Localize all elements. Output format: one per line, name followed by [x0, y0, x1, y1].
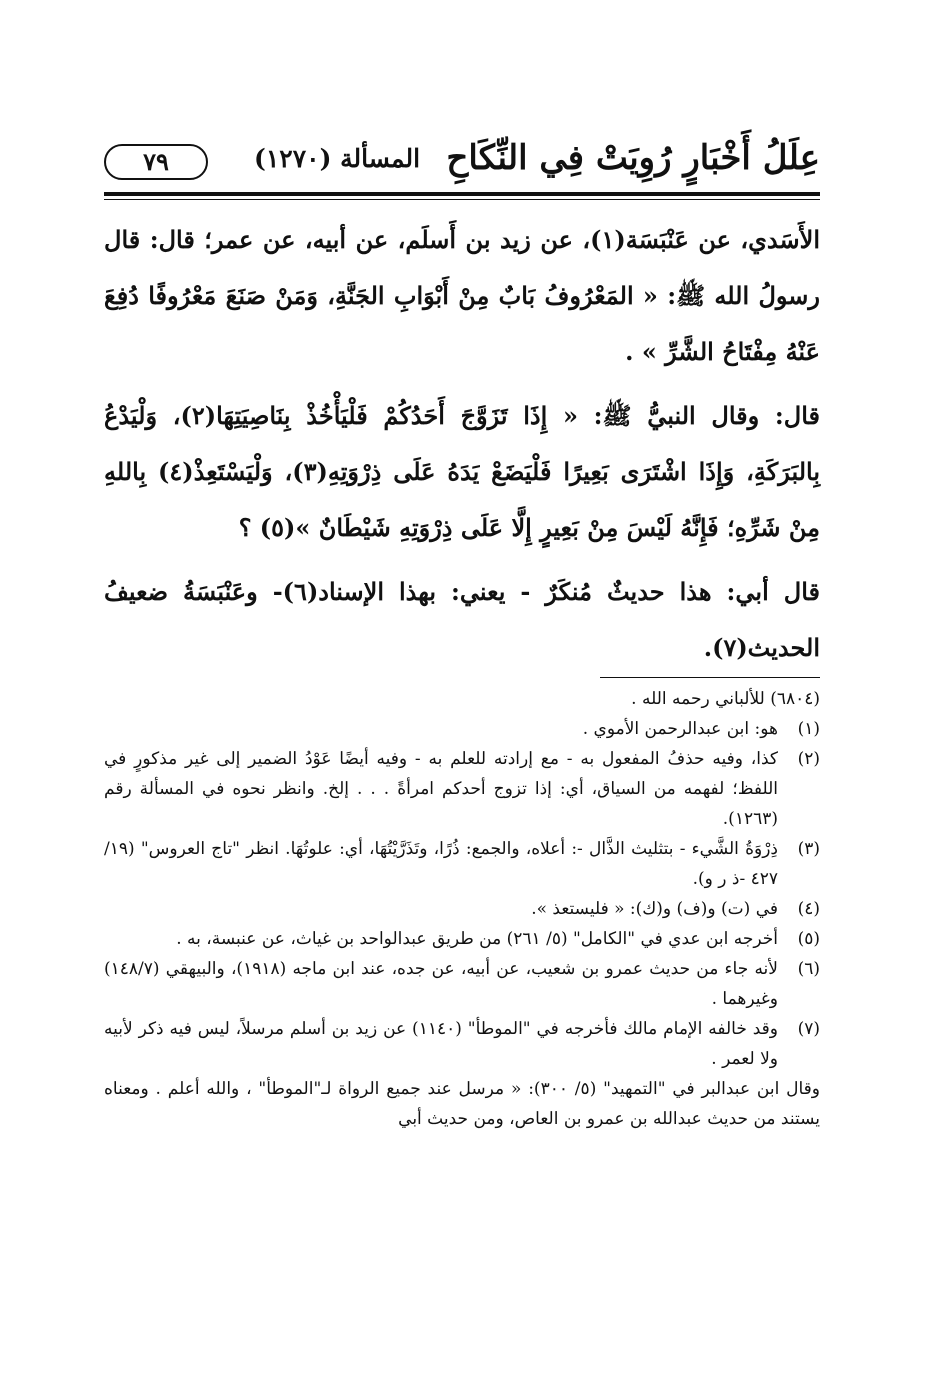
header-rule-thick	[104, 192, 820, 196]
footnote-item	[104, 714, 820, 744]
footnote-item	[104, 1014, 820, 1074]
footnote-number: (٧)	[797, 1019, 820, 1039]
footnote-continuation: وقال ابن عبدالبر في "التمهيد" (٥/ ٣٠٠): « مرسل عند جميع الرواة لـ"الموطأ" ، والله أعلم . ومعناه يستند من حديث عبدالله بن عمرو بن العاص، ومن حديث أبي	[104, 1079, 820, 1129]
footnote-text: في (ت) و(ف) و(ك): « فليستعذ ».	[531, 899, 778, 919]
footnote-number: (٥)	[797, 929, 820, 949]
footnote-number: (١)	[797, 719, 820, 739]
book-title: عِلَلُ أَخْبَارٍ رُوِيَتْ فِي النِّكَاحِ	[446, 138, 820, 178]
footnote-item	[104, 924, 820, 954]
footnote-number: (٢)	[797, 749, 820, 769]
footnote-number: (٣)	[797, 839, 820, 859]
footnotes	[104, 684, 820, 1134]
footnote-text: ذِرْوَةُ الشَّيء - بتثليث الذَّال -: أعلاه، والجمع: ذُرًا، وتَذَرَّيْتُهَا، أي: علوتُهَا. انظر "تاج العروس" (١٩/ ٤٢٧ -ذ ر و).	[104, 839, 778, 889]
footnote-text: كذا، وفيه حذفُ المفعول به - مع إرادته للعلم به - وفيه أيضًا عَوْدُ الضمير إلى غير مذكورٍ في اللفظ؛ لفهمه من السياق، أي: إذا تزوج أحدكم امرأةً . . . إلخ. وانظر نحوه في المسألة رقم (١٢٦٣).	[104, 749, 778, 829]
footnote-item	[104, 834, 820, 894]
footnote-intro: (٦٨٠٤) للألباني رحمه الله .	[631, 689, 820, 709]
footnote-item	[104, 894, 820, 924]
footnote-text: أخرجه ابن عدي في "الكامل" (٥/ ٢٦١) من طريق عبدالواحد بن غياث، عن عنبسة، به .	[176, 929, 778, 949]
footnote-item	[104, 744, 820, 834]
footnote-text: لأنه جاء من حديث عمرو بن شعيب، عن أبيه، عن جده، عند ابن ماجه (١٩١٨)، والبيهقي (١٤٨/٧) وغيرهما .	[104, 959, 778, 1009]
issue-label: المسألة (١٢٧٠)	[254, 144, 421, 173]
footnote-text: هو: ابن عبدالرحمن الأموي .	[582, 719, 778, 739]
paragraph-1: الأَسَدي، عن عَنْبَسَة(١)، عن زيد بن أَسلَم، عن أبيه، عن عمر؛ قال: قال رسولُ الله ﷺ: « المَعْرُوفُ بَابٌ مِنْ أَبْوَابِ الجَنَّةِ، وَمَنْ صَنَعَ مَعْرُوفًا دُفِعَ عَنْهُ مِفْتَاحُ الشَّرِّ » .	[104, 225, 820, 366]
footnote-text: وقد خالفه الإمام مالك فأخرجه في "الموطأ" (١١٤٠) عن زيد بن أسلم مرسلاً، ليس فيه ذكر لأبيه ولا لعمر .	[104, 1019, 778, 1069]
footnote-number: (٦)	[797, 959, 820, 979]
page-number: ٧٩	[104, 144, 208, 180]
running-header	[104, 138, 820, 188]
footnote-number: (٤)	[797, 899, 820, 919]
paragraph-3: قال أبي: هذا حديثٌ مُنكَرٌ - يعني: بهذا الإسناد(٦)- وعَنْبَسَةُ ضعيفُ الحديث(٧).	[104, 577, 820, 662]
header-rule-thin	[104, 199, 820, 200]
paragraph-2: قال: وقال النبيُّ ﷺ: « إِذَا تَزَوَّجَ أَحَدُكُمْ فَلْيَأْخُذْ بِنَاصِيَتِهَا(٢)، وَلْيَدْعُ بِالبَرَكَةِ، وَإِذَا اشْتَرَى بَعِيرًا فَلْيَضَعْ يَدَهُ عَلَى ذِرْوَتِهِ(٣)، وَلْيَسْتَعِذْ(٤) بِاللهِ مِنْ شَرِّهِ؛ فَإِنَّهُ لَيْسَ مِنْ بَعِيرٍ إِلَّا عَلَى ذِرْوَتِهِ شَيْطَانٌ »(٥) ؟	[104, 401, 820, 542]
footnote-separator	[600, 677, 820, 678]
footnote-item	[104, 954, 820, 1014]
main-text	[104, 212, 820, 684]
